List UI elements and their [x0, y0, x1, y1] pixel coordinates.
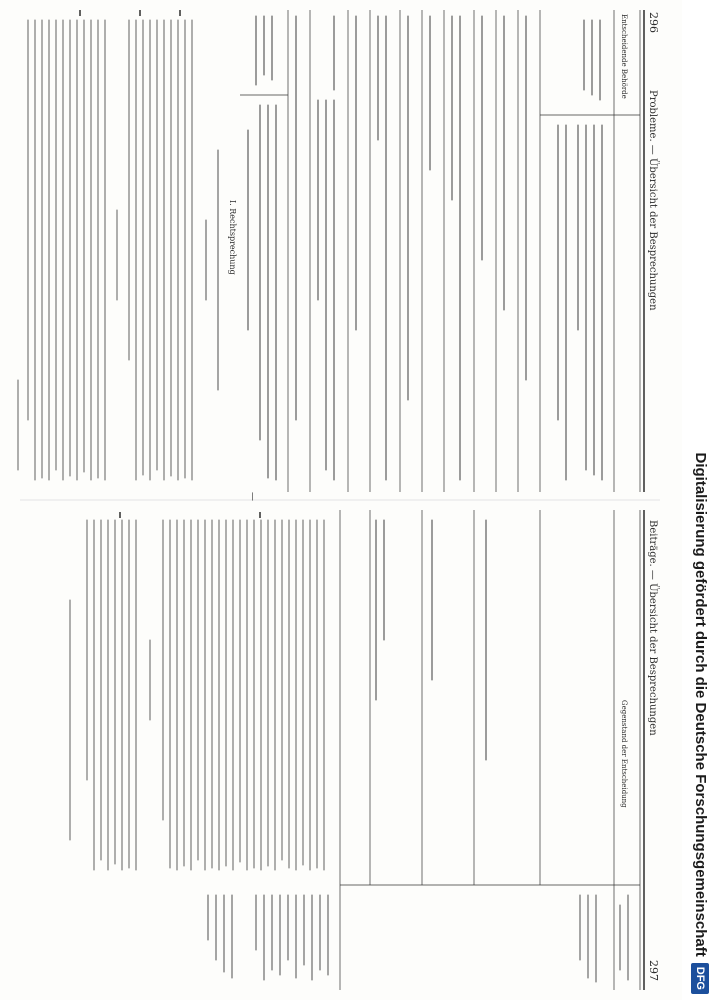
svg-text:—: — [247, 492, 257, 501]
right-running-head: Beiträge. — Übersicht der Besprechungen [647, 520, 658, 736]
right-page-number: 297 [647, 960, 660, 981]
left-column-label: Entscheidende Behörde [620, 14, 628, 99]
right-column-label: Gegenstand der Entscheidung [620, 700, 628, 808]
left-section-heading: I. Rechtsprechung [228, 200, 237, 275]
watermark-text: Digitalisierung gefördert durch die Deutsche Forschungsgemeinschaft [692, 452, 709, 957]
left-page-number: 296 [647, 12, 660, 33]
left-running-head: Probleme. — Übersicht der Besprechungen [647, 90, 658, 311]
watermark-rotated [682, 0, 719, 1000]
dfg-watermark-band [682, 0, 719, 1000]
dfg-logo: DFG [692, 963, 710, 994]
